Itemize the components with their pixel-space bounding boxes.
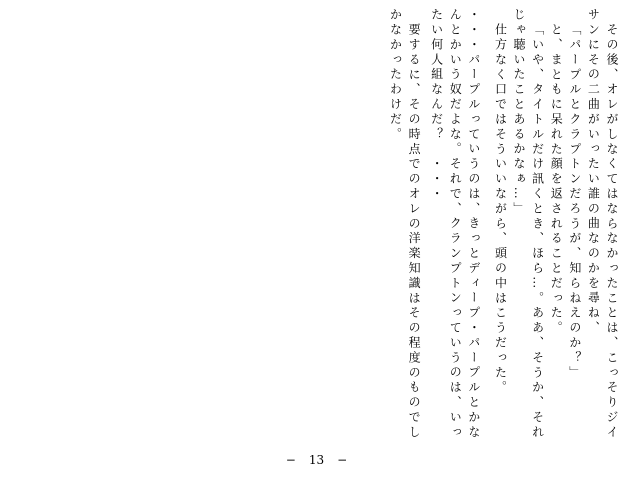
paragraph: その後、オレがしなくてはならなかったことは、こっそりジイサンにその二曲がいったい誰の曲なのかを尋ね、: [586, 8, 619, 441]
page-footer: [0, 453, 633, 467]
paragraph: 仕方なく口ではそういいながら、頭の中はこうだった。: [493, 23, 508, 396]
paragraph: ・・・パープルっていうのは、きっとディープ・パープルとかなんとかいう奴だよな。それで、クランプトンっていうのは、いったい何人組なんだ？ ・・・: [429, 8, 481, 441]
paragraph: と、まともに呆れた顔を返されることだった。: [549, 23, 564, 336]
footer-dash-left: −: [285, 453, 296, 467]
page-number: 13: [308, 453, 325, 467]
paragraph: 要するに、その時点でのオレの洋楽知識はその程度のものでしかなかったわけだ。: [388, 8, 422, 441]
footer-dash-right: −: [337, 453, 348, 467]
vertical-text-area: [386, 8, 621, 448]
paragraph: 「パープルとクラプトンだろうが、知らねえのか？」: [567, 23, 582, 381]
paragraph: 「いや、タイトルだけ訊くとき、ほら…。ああ、そうか、それじゃ聴いたことあるかなぁ…」: [512, 8, 545, 441]
